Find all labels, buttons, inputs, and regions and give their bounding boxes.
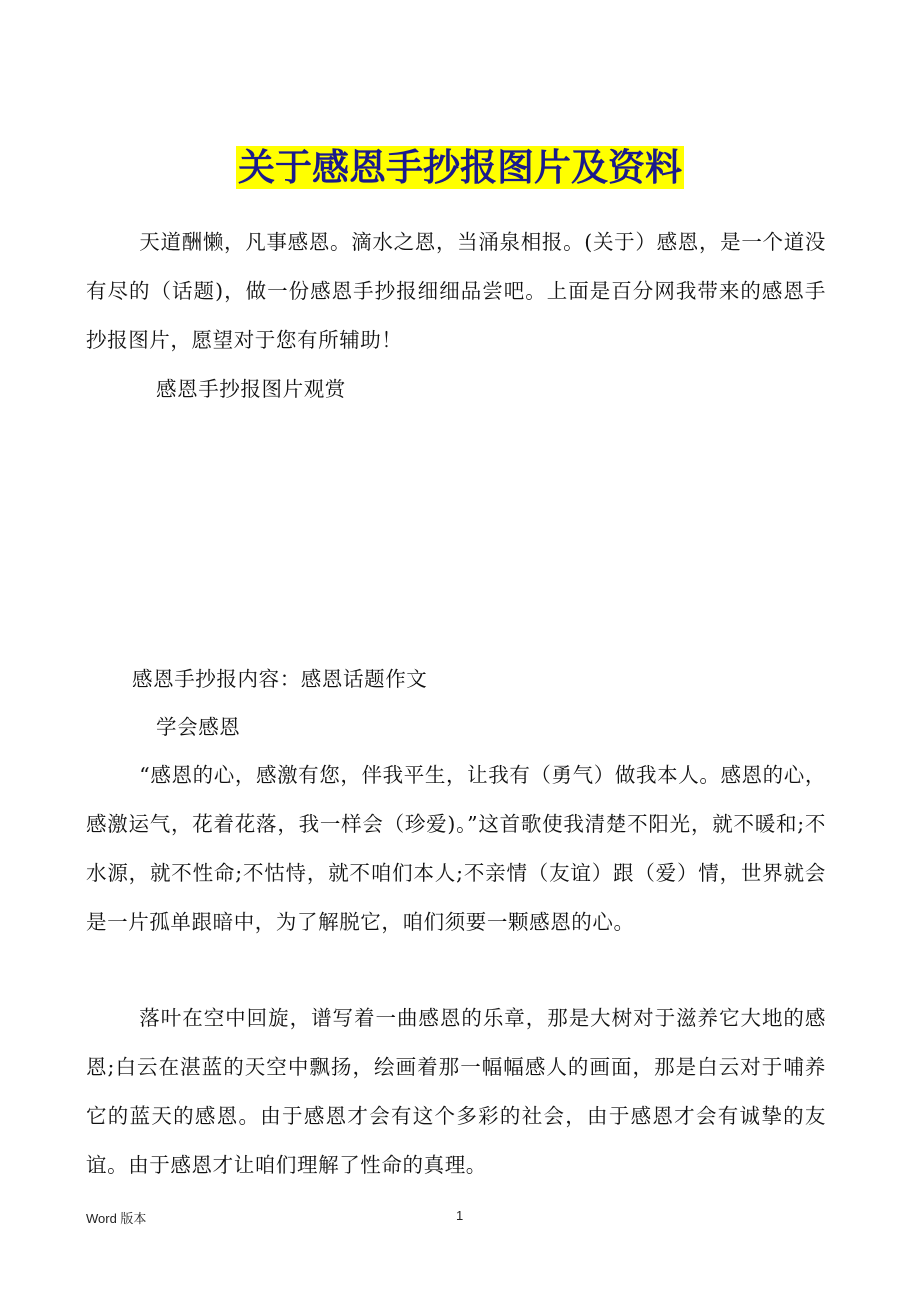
essay-paragraph-1: “感恩的心，感激有您，伴我平生，让我有（勇气）做我本人。感恩的心，感激运气，花着花落，我一样会（珍爱)。”这首歌使我清楚不阳光，就不暖和;不水源，就不性命;不怙恃，就不咱们本人;不亲情（友谊）跟（爱）情，世界就会是一片孤单跟暗中，为了解脱它，咱们须要一颗感恩的心。 [86,763,826,934]
intro-paragraph: 天道酬懒，凡事感恩。滴水之恩，当涌泉相报。(关于）感恩，是一个道没有尽的（话题)，做一份感恩手抄报细细品尝吧。上面是百分网我带来的感恩手抄报图片，愿望对于您有所辅助！ [86,230,826,352]
gallery-heading: 感恩手抄报图片观赏 [156,377,346,401]
essay-title: 学会感恩 [156,715,241,739]
footer-page-number: 1 [456,1208,464,1223]
content-heading: 感恩手抄报内容：感恩话题作文 [132,667,428,691]
document-title [0,143,920,193]
essay-paragraph-2: 落叶在空中回旋，谱写着一曲感恩的乐章，那是大树对于滋养它大地的感恩;白云在湛蓝的天空中飘扬，绘画着那一幅幅感人的画面，那是白云对于哺养它的蓝天的感恩。由于感恩才会有这个多彩的社会，由于感恩才会有诚挚的友谊。由于感恩才让咱们理解了性命的真理。 [86,1006,826,1177]
footer-version-label: Word 版本 [86,1211,147,1226]
document-title-text: 关于感恩手抄报图片及资料 [238,146,682,189]
